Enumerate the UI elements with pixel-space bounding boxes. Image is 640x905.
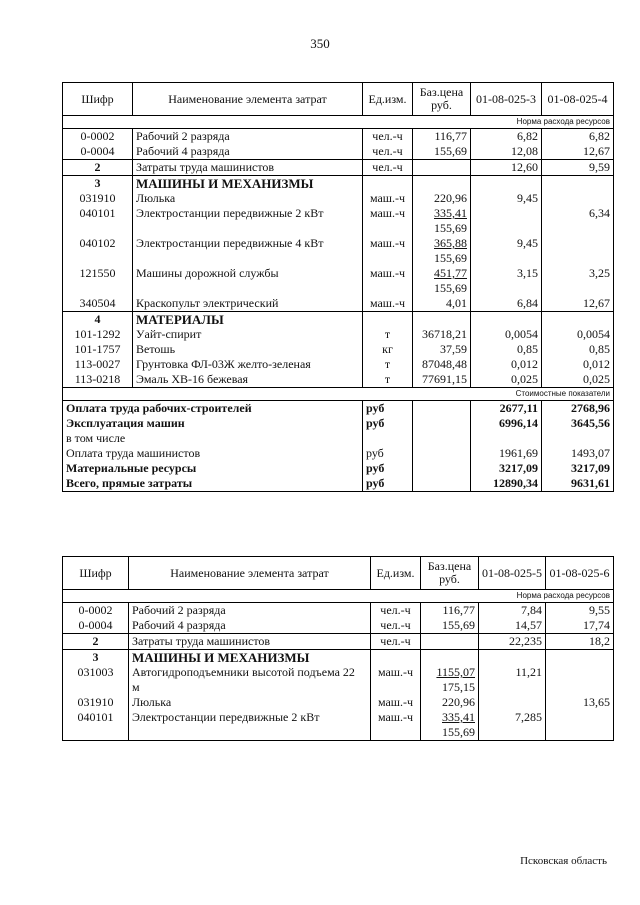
header-price: Баз.цена руб. — [413, 83, 471, 116]
table-row: 101-1292 Уайт-спирит т 36718,21 0,0054 0,0054 — [63, 327, 614, 342]
table-row: 2 Затраты труда машинистов чел.-ч 12,60 9,59 — [63, 160, 614, 176]
resource-table-2 — [62, 556, 614, 741]
header-name: Наименование элемента затрат — [129, 557, 371, 590]
table-row: 113-0218 Эмаль ХВ-16 бежевая т 77691,15 0,025 0,025 — [63, 372, 614, 388]
table-row: 0-0002 Рабочий 2 разряда чел.-ч 116,77 7,84 9,55 — [63, 603, 614, 619]
table-row: 2 Затраты труда машинистов чел.-ч 22,235 18,2 — [63, 634, 614, 650]
header-col-a: 01-08-025-5 — [479, 557, 546, 590]
table-row: 031910 Люлька маш.-ч 220,96 9,45 — [63, 191, 614, 206]
summary-row: Оплата труда машинистов руб 1961,69 1493,07 — [63, 446, 614, 461]
header-col-a: 01-08-025-3 — [471, 83, 542, 116]
section-heading: 4 МАТЕРИАЛЫ — [63, 312, 614, 328]
resource-table-1 — [62, 82, 614, 492]
table-row: 113-0027 Грунтовка ФЛ-03Ж желто-зеленая т 87048,48 0,012 0,012 — [63, 357, 614, 372]
page-number: 350 — [310, 36, 330, 51]
header-price: Баз.цена руб. — [421, 557, 479, 590]
header-code: Шифр — [63, 83, 133, 116]
section-heading: 3 МАШИНЫ И МЕХАНИЗМЫ — [63, 176, 614, 192]
header-name: Наименование элемента затрат — [133, 83, 363, 116]
table-row: 101-1757 Ветошь кг 37,59 0,85 0,85 — [63, 342, 614, 357]
summary-row: в том числе — [63, 431, 614, 446]
table-row: 031910 Люлька маш.-ч 220,96 13,65 — [63, 695, 614, 710]
header-col-b: 01-08-025-4 — [542, 83, 614, 116]
summary-row: Эксплуатация машин руб 6996,14 3645,56 — [63, 416, 614, 431]
table-row: 040101 Электростанции передвижные 2 кВт маш.-ч 335,41 155,69 6,34 — [63, 206, 614, 236]
section-heading: 3 МАШИНЫ И МЕХАНИЗМЫ — [63, 650, 614, 666]
table-row: 0-0002 Рабочий 2 разряда чел.-ч 116,77 6,82 6,82 — [63, 129, 614, 145]
header-unit: Ед.изм. — [363, 83, 413, 116]
table-row: 340504 Краскопульт электрический маш.-ч 4,01 6,84 12,67 — [63, 296, 614, 312]
footer-region: Псковская область — [520, 855, 607, 867]
table-row: 0-0004 Рабочий 4 разряда чел.-ч 155,69 14,57 17,74 — [63, 618, 614, 634]
cost-label: Стоимостные показатели — [471, 388, 614, 401]
norm-label: Норма расхода ресурсов — [479, 590, 614, 603]
summary-row: Оплата труда рабочих-строителей руб 2677,11 2768,96 — [63, 401, 614, 417]
header-code: Шифр — [63, 557, 129, 590]
table-row: 121550 Машины дорожной службы маш.-ч 451,77 155,69 3,15 3,25 — [63, 266, 614, 296]
summary-row: Всего, прямые затраты руб 12890,34 9631,61 — [63, 476, 614, 492]
header-unit: Ед.изм. — [371, 557, 421, 590]
table-row: 0-0004 Рабочий 4 разряда чел.-ч 155,69 12,08 12,67 — [63, 144, 614, 160]
table-row: 031003 Автогидроподъемники высотой подъема 22 м маш.-ч 1155,07 175,15 11,21 — [63, 665, 614, 695]
table-row: 040102 Электростанции передвижные 4 кВт маш.-ч 365,88 155,69 9,45 — [63, 236, 614, 266]
header-col-b: 01-08-025-6 — [546, 557, 614, 590]
table-row: 040101 Электростанции передвижные 2 кВт маш.-ч 335,41 155,69 7,285 — [63, 710, 614, 741]
summary-row: Материальные ресурсы руб 3217,09 3217,09 — [63, 461, 614, 476]
norm-label: Норма расхода ресурсов — [471, 116, 614, 129]
